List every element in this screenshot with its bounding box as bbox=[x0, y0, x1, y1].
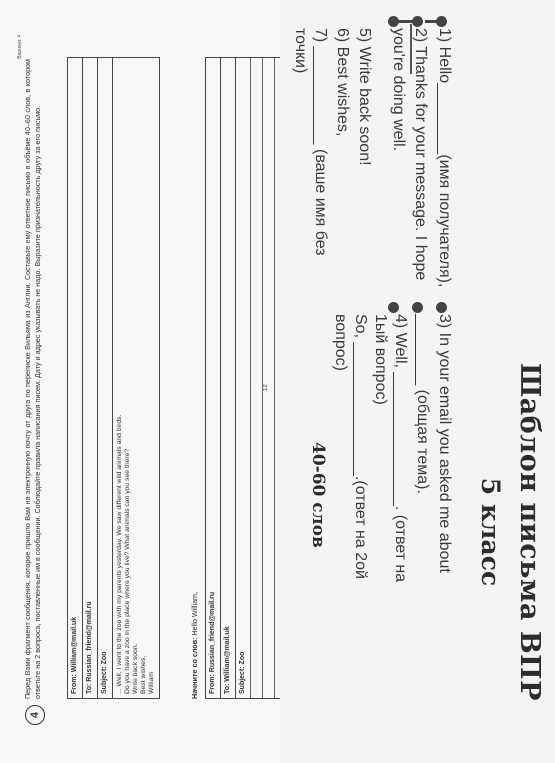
template-line: вопрос) bbox=[331, 313, 349, 371]
variant-label: Вариант 4 bbox=[17, 35, 23, 59]
template-line: 1ый вопрос) bbox=[371, 313, 389, 405]
worksheet-content bbox=[15, 31, 269, 731]
template-line: So, _______________.(ответ на 2ой bbox=[351, 313, 369, 579]
template-line: 3) In your email you asked me about bbox=[435, 313, 453, 573]
template-line: 7) ___________ (ваше имя без bbox=[311, 27, 329, 256]
reply-to: To: William@mail.uk bbox=[221, 58, 236, 698]
template-line: 4) Well, _______________. (ответ на bbox=[391, 313, 409, 582]
email-body-line: William bbox=[148, 672, 155, 694]
email-to: To: Russian_friend@mail.ru bbox=[83, 58, 98, 698]
template-panel bbox=[280, 0, 555, 763]
task-number: 4 bbox=[25, 705, 45, 725]
template-line: 6) Best wishes, bbox=[333, 27, 351, 136]
template-content bbox=[283, 12, 553, 752]
reply-from: From: Russian_friend@mail.ru bbox=[206, 58, 221, 698]
email-body bbox=[113, 58, 159, 698]
email-subject: Subject: Zoo bbox=[98, 58, 113, 698]
email-body-line: Best wishes, bbox=[140, 655, 147, 694]
word-count: 40-60 слов bbox=[307, 441, 328, 548]
template-grade: 5 класс bbox=[475, 477, 505, 586]
template-line: ________ (общая тема). bbox=[413, 313, 431, 494]
template-line: 2) Thanks for your message. I hope bbox=[411, 27, 429, 280]
template-line: 5) Write back soon! bbox=[355, 27, 373, 166]
start-text: Hello William, bbox=[190, 591, 199, 636]
bullet-dot bbox=[436, 302, 447, 313]
task-instruction: Перед Вами фрагмент сообщения, которое пришло Вам на электронную почту от друга по переписке Вильяма из Англии. Составьте ему ответное письмо в объёме 40–60 слов, в котором ответьте на 2 вопроса, поставленные им в сообщении. Соблюдайте правила написания писем. Дату и адрес указывать не надо. Выразите признательность другу за его письмо. bbox=[23, 59, 42, 699]
bullet-dot bbox=[436, 16, 447, 27]
page-number: 12 bbox=[263, 384, 269, 391]
incoming-email-box bbox=[67, 57, 160, 699]
reply-subject: Subject: Zoo bbox=[239, 651, 246, 694]
start-label: Начните со слов: bbox=[190, 637, 199, 699]
bullet-dot bbox=[388, 16, 399, 27]
bullet-dot bbox=[412, 16, 423, 27]
bullet-dot bbox=[412, 302, 423, 313]
template-line: точки) bbox=[291, 27, 309, 73]
template-title: Шаблон письма ВПР bbox=[513, 362, 545, 701]
start-words bbox=[190, 592, 199, 699]
email-body-line: ... Well, I went to the zoo with my parents yesterday. We saw different wild animals and birds. bbox=[116, 414, 123, 694]
email-body-line: Do you have a zoo in the place where you live? What animals can you see there? bbox=[124, 448, 131, 694]
template-line: 1) Hello________(имя получателя), bbox=[435, 27, 453, 287]
bullet-dot bbox=[388, 302, 399, 313]
email-body-line: Write back soon. bbox=[132, 643, 139, 694]
answer-line bbox=[262, 58, 274, 698]
answer-line bbox=[250, 58, 262, 698]
email-from: From: William@mail.uk bbox=[68, 58, 83, 698]
template-line: you're doing well. bbox=[389, 27, 407, 151]
